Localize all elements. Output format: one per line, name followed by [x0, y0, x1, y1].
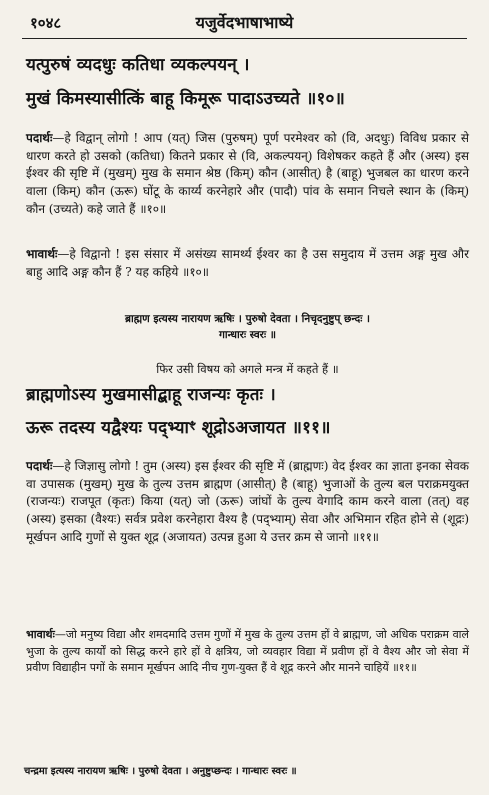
bhavartha-label: भावार्थः — [26, 628, 55, 641]
padartha-11 — [26, 458, 469, 547]
padartha-10 — [26, 130, 469, 219]
bhavartha-10 — [26, 246, 469, 281]
rishi-11-line-2: गान्धारः स्वरः ॥ — [218, 329, 277, 341]
mantra-10-line-2: मुखं किमस्यासीत्किं बाहू किमूरू पादाऽउच्यते ॥१०॥ — [26, 89, 345, 109]
padartha-text: —हे जिज्ञासु लोगो ! तुम (अस्य) इस ईश्वर की सृष्टि में (ब्राह्मणः) वेद ईश्वर का ज्ञाता इनका सेवक वा उपासक (मुखम्) मुख के तुल्य उत्तम ब्राह्मण (आसीत्) है (बाहू) भुजाओं के तुल्य बल पराक्रमयुक्त (राजन्यः) राजपूत (कृतः) किया (यत्) जो (ऊरू) जांघों के तुल्य वेगादि काम करने वाला (तत्) वह (अस्य) इसका (वैश्यः) सर्वत्र प्रवेश करनेहारा वैश्य है (पद्भ्याम्) सेवा और अभिमान रहित होने से (शूद्रः) मूर्खपन आदि गुणों से युक्त शूद्र (अजायत) उत्पन्न हुआ ये उत्तर क्रम से जानो ॥११॥ — [26, 459, 469, 544]
page-header — [22, 8, 467, 39]
rishi-12-line-1: चन्द्रमा इत्यस्य नारायण ऋषिः । पुरुषो देवता । अनुष्टुप्छन्दः । गान्धारः स्वरः ॥ — [24, 766, 297, 777]
mantra-10-line-1: यत्पुरुषं व्यदधुः कतिधा व्यकल्पयन् । — [26, 55, 250, 75]
bhavartha-text: —हे विद्वानो ! इस संसार में असंख्य सामर्थ्य ईश्वर का है उस समुदाय में उत्तम अङ्ग मुख और बाहु आदि अङ्ग कौन हैं ? यह कहिये ॥१०॥ — [26, 247, 469, 279]
mantra-11-intro: फिर उसी विषय को अगले मन्त्र में कहते हैं ॥ — [156, 362, 339, 376]
padartha-label: पदार्थः — [26, 459, 53, 473]
running-title: यजुर्वेदभाषाभाष्ये — [195, 13, 294, 32]
padartha-label: पदार्थः — [26, 131, 53, 145]
bhavartha-11 — [26, 627, 469, 677]
padartha-text: —हे विद्वान् लोगो ! आप (यत्) जिस (पुरुषम्) पूर्ण परमेश्वर को (वि, अदधुः) विविध प्रकार से धारण करते हो उसको (कतिधा) कितने प्रकार से (वि, अकल्पयन्) विशेषकर कहते हैं और (अस्य) इस ईश्वर की सृष्टि में (मुखम्) मुख के समान श्रेष्ठ (किम्) कौन (आसीत्) है (बाहू) भुजबल का धारण करने वाला (किम्) कौन (ऊरू) घोंटू के कार्य्य करनेहारे और (पादौ) पांव के समान निचले स्थान के (किम्) कौन (उच्यते) कहे जाते हैं ॥१०॥ — [26, 131, 469, 216]
bhavartha-text: —जो मनुष्य विद्या और शमदमादि उत्तम गुणों में मुख के तुल्य उत्तम हों वे ब्राह्मण, जो अधिक पराक्रम वाले भुजा के तुल्य कार्यों को सिद्ध करने हारे हों वे क्षत्रिय, जो व्यवहार विद्या में प्रवीण हों वे वैश्य और जो सेवा में प्रवीण विद्याहीन पगों के समान मूर्खपन आदि नीच गुण-युक्त हैं वे शूद्र करने और मानने चाहियें ॥११॥ — [26, 628, 469, 674]
rishi-11-line-1: ब्राह्मण इत्यस्य नारायण ऋषिः । पुरुषो देवता । निचृदनुष्टुप् छन्दः । — [125, 313, 370, 325]
page-number: १०४८ — [30, 14, 62, 32]
mantra-11-line-2: ऊरू तदस्य यद्वैश्यः पद्भ्याꣳ शूद्रोऽअजायत ॥११॥ — [26, 418, 331, 438]
mantra-11-line-1: ब्राह्मणोऽस्य मुखमासीद्बाहू राजन्यः कृतः । — [26, 385, 276, 405]
bhavartha-label: भावार्थः — [26, 247, 58, 261]
